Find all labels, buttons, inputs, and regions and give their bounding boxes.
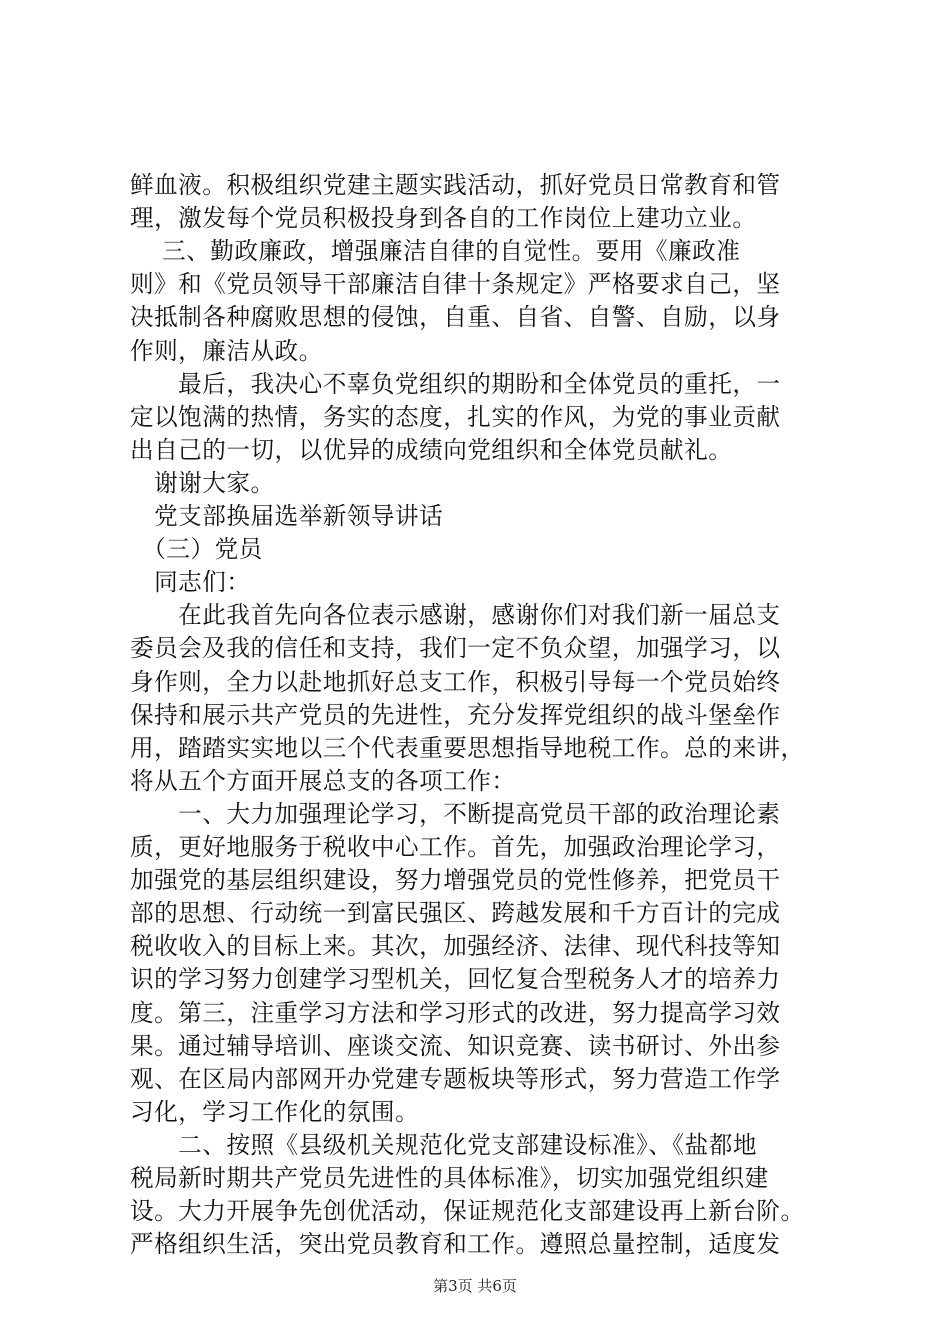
text-line: 部的思想、行动统一到富民强区、跨越发展和千方百计的完成 (130, 899, 781, 928)
text-line: 鲜血液。积极组织党建主题实践活动，抓好党员日常教育和管 (130, 171, 781, 199)
text-line: 身作则，全力以赴地抓好总支工作，积极引导每一个党员始终 (130, 667, 781, 696)
text-line: 定以饱满的热情，务实的态度，扎实的作风，为党的事业贡献 (130, 402, 781, 431)
text-line: 将从五个方面开展总支的各项工作： (130, 766, 516, 795)
text-line: 三、勤政廉政，增强廉洁自律的自觉性。要用《廉政准 (130, 237, 741, 266)
text-line: 二、按照《县级机关规范化党支部建设标准》、《盐都地 (130, 1130, 757, 1159)
text-line: 谢谢大家。 (130, 468, 275, 497)
text-line: 党支部换届选举新领导讲话 (130, 502, 444, 530)
text-line: 观、在区局内部网开办党建专题板块等形式，努力营造工作学 (130, 1064, 781, 1093)
text-line: 委员会及我的信任和支持，我们一定不负众望，加强学习，以 (130, 634, 781, 663)
text-line: 保持和展示共产党员的先进性，充分发挥党组织的战斗堡垒作 (130, 700, 781, 729)
text-line: 同志们： (130, 568, 251, 597)
text-line: 严格组织生活，突出党员教育和工作。遵照总量控制，适度发 (130, 1230, 781, 1259)
text-line: 一、大力加强理论学习，不断提高党员干部的政治理论素 (130, 799, 781, 828)
text-line: 税局新时期共产党员先进性的具体标准》，切实加强党组织建 (130, 1164, 769, 1192)
text-line: 习化，学习工作化的氛围。 (130, 1097, 420, 1126)
text-line: （三）党员 (130, 535, 263, 564)
text-line: 用，踏踏实实地以三个代表重要思想指导地税工作。总的来讲， (130, 733, 805, 762)
text-line: 质，更好地服务于税收中心工作。首先，加强政治理论学习， (130, 833, 781, 861)
text-line: 理，激发每个党员积极投身到各自的工作岗位上建功立业。 (130, 204, 757, 233)
page-footer: 第3页 共6页 (433, 1277, 517, 1295)
text-line: 出自己的一切，以优异的成绩向党组织和全体党员献礼。 (130, 435, 733, 464)
text-line: 税收收入的目标上来。其次，加强经济、法律、现代科技等知 (130, 932, 781, 961)
text-line: 度。第三，注重学习方法和学习形式的改进，努力提高学习效 (130, 998, 781, 1027)
text-line: 则》和《党员领导干部廉洁自律十条规定》严格要求自己，坚 (130, 270, 781, 299)
text-line: 作则，廉洁从政。 (130, 336, 323, 365)
text-line: 设。大力开展争先创优活动，保证规范化支部建设再上新台阶。 (130, 1197, 805, 1226)
text-line: 加强党的基层组织建设，努力增强党员的党性修养，把党员干 (130, 866, 781, 895)
text-line: 最后，我决心不辜负党组织的期盼和全体党员的重托，一 (130, 369, 781, 398)
text-line: 识的学习努力创建学习型机关，回忆复合型税务人才的培养力 (130, 965, 781, 994)
text-line: 果。通过辅导培训、座谈交流、知识竞赛、读书研讨、外出参 (130, 1031, 781, 1060)
text-line: 在此我首先向各位表示感谢，感谢你们对我们新一届总支 (130, 601, 781, 630)
text-line: 决抵制各种腐败思想的侵蚀，自重、自省、自警、自励，以身 (130, 303, 781, 332)
